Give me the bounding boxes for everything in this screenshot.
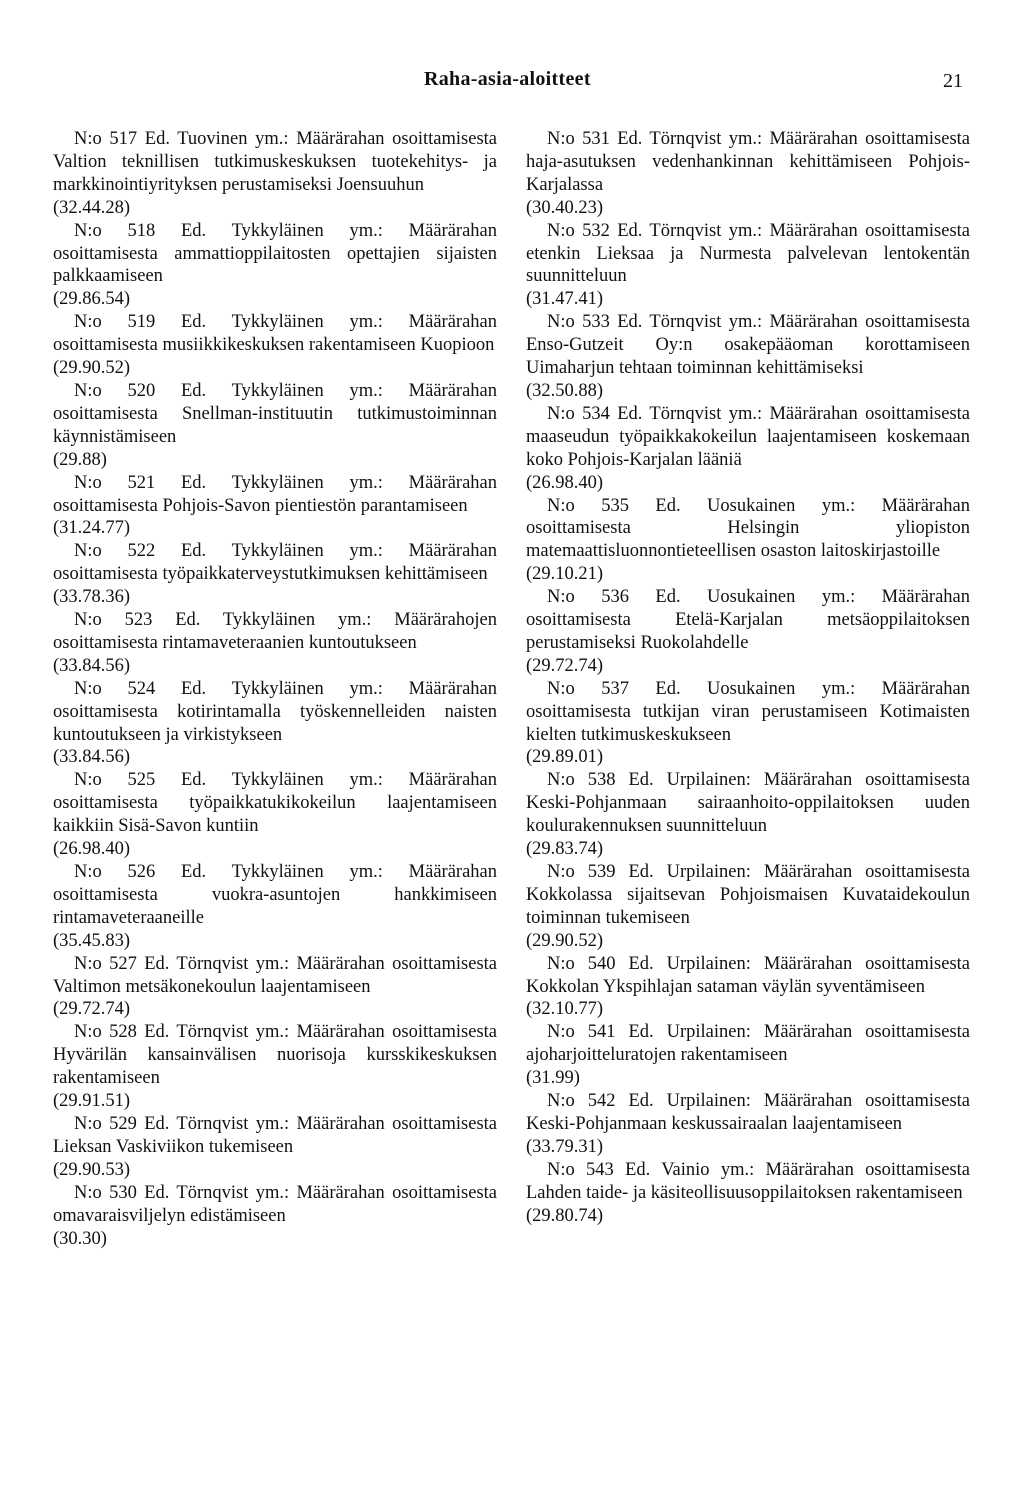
motion-text: N:o 536 Ed. Uosukainen ym.: Määrärahan osoittamisesta Etelä-Karjalan metsäoppilaitoksen perustamiseksi Ruokolahdelle	[526, 587, 970, 653]
page-header	[0, 68, 1024, 102]
motion-entry	[53, 540, 497, 609]
budget-reference: (33.78.36)	[53, 587, 131, 608]
page-number: 21	[943, 70, 963, 92]
running-title: Raha-asia-aloitteet	[424, 68, 591, 90]
motion-text: N:o 543 Ed. Vainio ym.: Määrärahan osoittamisesta Lahden taide- ja käsiteollisuusoppilaitoksen rakentamiseen	[526, 1159, 970, 1203]
budget-reference: (33.84.56)	[53, 747, 131, 768]
motion-text: N:o 541 Ed. Urpilainen: Määrärahan osoittamisesta ajoharjoitteluratojen rakentamiseen	[526, 1022, 970, 1066]
motion-text: N:o 530 Ed. Törnqvist ym.: Määrärahan osoittamisesta omavaraisviljelyn edistämiseen	[53, 1182, 497, 1226]
motion-text: N:o 539 Ed. Urpilainen: Määrärahan osoittamisesta Kokkolassa sijaitsevan Pohjoismaisen Kuvataidekoulun toiminnan tukemiseen	[526, 862, 970, 928]
motion-entry	[526, 220, 970, 312]
motion-text: N:o 521 Ed. Tykkyläinen ym.: Määrärahan osoittamisesta Pohjois-Savon pientiestön parantamiseen	[53, 472, 497, 516]
motion-text: N:o 529 Ed. Törnqvist ym.: Määrärahan osoittamisesta Lieksan Vaskiviikon tukemiseen	[53, 1113, 497, 1157]
budget-reference: (29.90.52)	[526, 930, 604, 951]
motion-text: N:o 517 Ed. Tuovinen ym.: Määrärahan osoittamisesta Valtion teknillisen tutkimuskeskuksen tuotekehitys- ja markkinointiyrityksen perustamiseksi Joensuuhun	[53, 129, 497, 195]
budget-reference: (32.44.28)	[53, 197, 131, 218]
motion-entry	[53, 472, 497, 541]
motion-text: N:o 528 Ed. Törnqvist ym.: Määrärahan osoittamisesta Hyvärilän kansainvälisen nuorisoja kursskikeskuksen rakentamiseen	[53, 1022, 497, 1089]
budget-reference: (30.40.23)	[526, 197, 604, 218]
left-column	[53, 128, 497, 1250]
budget-reference: (31.47.41)	[526, 289, 604, 310]
motion-text: N:o 538 Ed. Urpilainen: Määrärahan osoittamisesta Keski-Pohjanmaan sairaanhoito-oppilaitoksen uuden koulurakennuksen suunnitteluun	[526, 770, 970, 837]
motion-text: N:o 532 Ed. Törnqvist ym.: Määrärahan osoittamisesta etenkin Lieksaa ja Nurmesta palvelevan lentokentän suunnitteluun	[526, 220, 970, 287]
motion-entry	[53, 953, 497, 1022]
motion-entry	[53, 1113, 497, 1182]
motion-entry	[53, 609, 497, 678]
budget-reference: (29.91.51)	[53, 1091, 131, 1112]
motion-entry	[526, 861, 970, 953]
budget-reference: (29.88)	[53, 449, 107, 470]
budget-reference: (29.83.74)	[526, 839, 604, 860]
budget-reference: (29.90.52)	[53, 358, 131, 379]
motion-text: N:o 537 Ed. Uosukainen ym.: Määrärahan osoittamisesta tutkijan viran perustamiseen Kotimaisten kielten tutkimuskeskukseen	[526, 678, 970, 745]
budget-reference: (29.72.74)	[526, 655, 604, 676]
motion-text: N:o 520 Ed. Tykkyläinen ym.: Määrärahan osoittamisesta Snellman-instituutin tutkimustoiminnan käynnistämiseen	[53, 380, 497, 447]
motion-text: N:o 540 Ed. Urpilainen: Määrärahan osoittamisesta Kokkolan Ykspihlajan sataman väylän syventämiseen	[526, 953, 970, 997]
budget-reference: (29.72.74)	[53, 999, 131, 1020]
motion-entry	[53, 1021, 497, 1113]
motion-text: N:o 534 Ed. Törnqvist ym.: Määrärahan osoittamisesta maaseudun työpaikkakokeilun laajentamiseen koskemaan koko Pohjois-Karjalan lääniä	[526, 403, 970, 470]
motion-text: N:o 542 Ed. Urpilainen: Määrärahan osoittamisesta Keski-Pohjanmaan keskussairaalan laajentamiseen	[526, 1091, 970, 1134]
motion-entry	[526, 403, 970, 495]
motion-entry	[53, 380, 497, 472]
motion-text: N:o 522 Ed. Tykkyläinen ym.: Määrärahan osoittamisesta työpaikkaterveystutkimuksen kehittämiseen	[53, 541, 497, 585]
motion-text: N:o 519 Ed. Tykkyläinen ym.: Määrärahan osoittamisesta musiikkikeskuksen rakentamiseen Kuopioon	[53, 312, 497, 356]
motion-entry	[526, 311, 970, 403]
budget-reference: (31.24.77)	[53, 518, 131, 539]
motion-text: N:o 525 Ed. Tykkyläinen ym.: Määrärahan osoittamisesta työpaikkatukikokeilun laajentamiseen kaikkiin Sisä-Savon kuntiin	[53, 770, 497, 837]
motion-entry	[526, 128, 970, 220]
budget-reference: (29.90.53)	[53, 1159, 131, 1180]
budget-reference: (30.30)	[53, 1228, 107, 1249]
budget-reference: (26.98.40)	[526, 472, 604, 493]
motion-entry	[526, 953, 970, 1022]
budget-reference: (33.84.56)	[53, 655, 131, 676]
motion-text: N:o 527 Ed. Törnqvist ym.: Määrärahan osoittamisesta Valtimon metsäkonekoulun laajentamiseen	[53, 953, 497, 997]
motion-entry	[526, 1159, 970, 1228]
right-column	[526, 128, 970, 1228]
motion-text: N:o 524 Ed. Tykkyläinen ym.: Määrärahan osoittamisesta kotirintamalla työskennelleiden naisten kuntoutukseen ja virkistykseen	[53, 678, 497, 745]
budget-reference: (31.99)	[526, 1068, 580, 1089]
budget-reference: (26.98.40)	[53, 839, 131, 860]
motion-entry	[526, 769, 970, 861]
motion-entry	[53, 861, 497, 953]
motion-entry	[526, 1090, 970, 1159]
motion-entry	[53, 128, 497, 220]
budget-reference: (29.86.54)	[53, 289, 131, 310]
budget-reference: (29.89.01)	[526, 747, 604, 768]
budget-reference: (32.10.77)	[526, 999, 604, 1020]
budget-reference: (29.10.21)	[526, 564, 604, 585]
motion-text: N:o 533 Ed. Törnqvist ym.: Määrärahan osoittamisesta Enso-Gutzeit Oy:n osakepääoman korottamiseen Uimaharjun tehtaan toiminnan kehittämiseksi	[526, 312, 970, 379]
motion-entry	[526, 495, 970, 587]
motion-text: N:o 531 Ed. Törnqvist ym.: Määrärahan osoittamisesta haja-asutuksen vedenhankinnan kehittämiseen Pohjois-Karjalassa	[526, 129, 970, 195]
budget-reference: (32.50.88)	[526, 380, 604, 401]
motion-entry	[53, 678, 497, 770]
motion-entry	[53, 769, 497, 861]
motion-entry	[526, 586, 970, 678]
motion-entry	[53, 220, 497, 312]
motion-text: N:o 535 Ed. Uosukainen ym.: Määrärahan osoittamisesta Helsingin yliopiston matemaattisluonnontieteellisen osaston laitoskirjastoille	[526, 495, 970, 562]
motion-entry	[53, 1182, 497, 1251]
motion-entry	[526, 678, 970, 770]
budget-reference: (35.45.83)	[53, 930, 131, 951]
budget-reference: (33.79.31)	[526, 1136, 604, 1157]
motion-text: N:o 518 Ed. Tykkyläinen ym.: Määrärahan osoittamisesta ammattioppilaitosten opettajien sijaisten palkkaamiseen	[53, 220, 497, 287]
motion-text: N:o 523 Ed. Tykkyläinen ym.: Määrärahojen osoittamisesta rintamaveteraanien kuntoutukseen	[53, 610, 497, 653]
motion-entry	[526, 1021, 970, 1090]
budget-reference: (29.80.74)	[526, 1205, 604, 1226]
motion-entry	[53, 311, 497, 380]
motion-text: N:o 526 Ed. Tykkyläinen ym.: Määrärahan osoittamisesta vuokra-asuntojen hankkimiseen rintamaveteraaneille	[53, 862, 497, 928]
